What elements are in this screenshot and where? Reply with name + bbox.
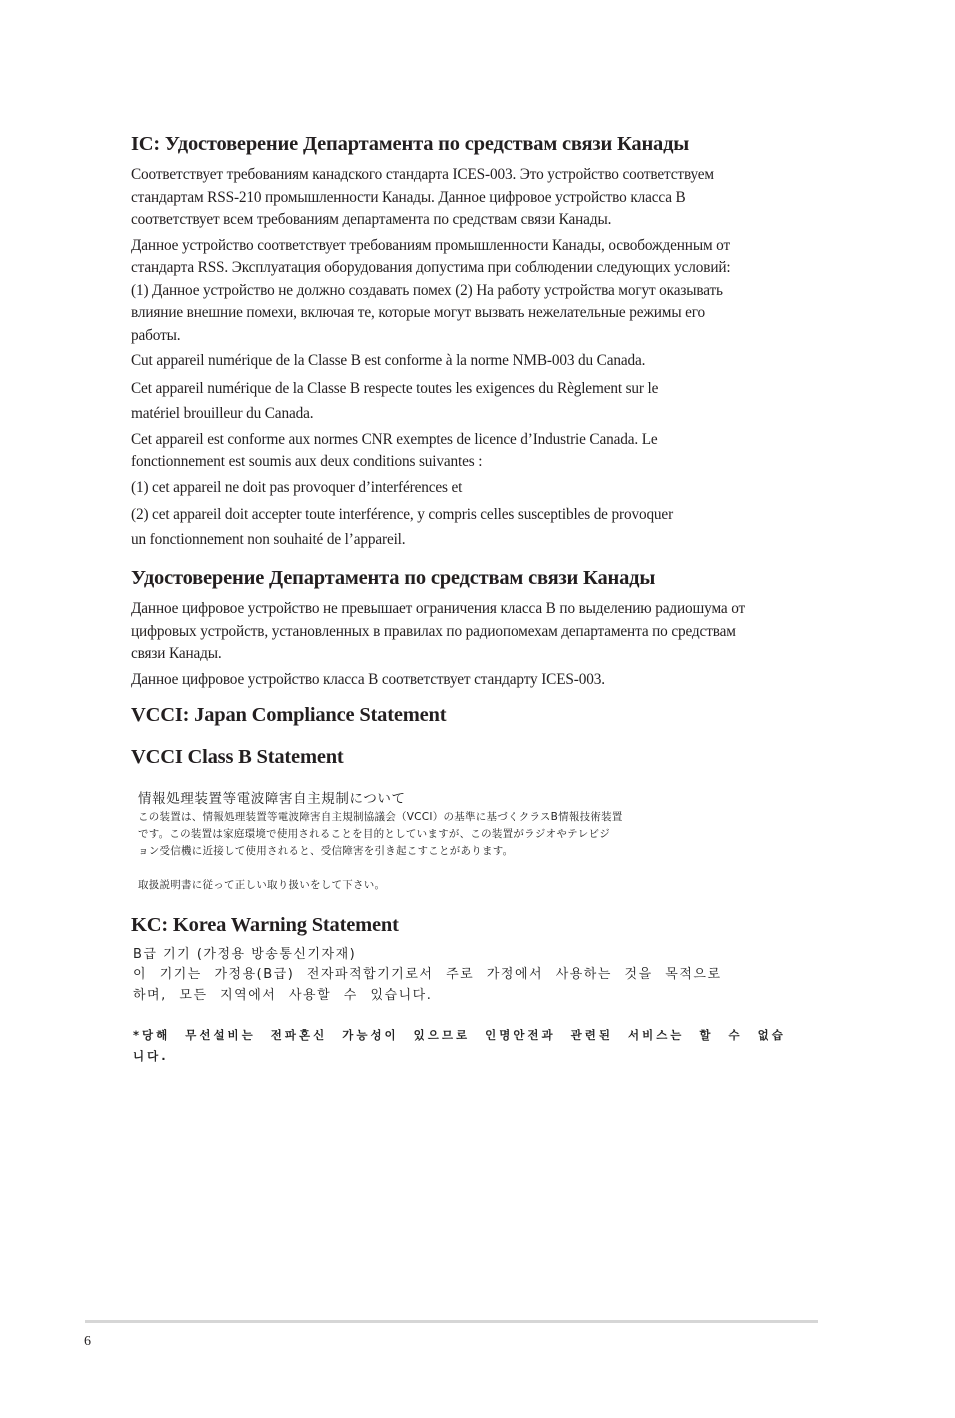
footer-divider (85, 1320, 818, 1323)
jp-statement-line: です。この装置は家庭環境で使用されることを目的としていますが、この装置がラジオやテレビジ (138, 828, 610, 840)
text-line: Cet appareil numérique de la Classe B respecte toutes les exigences du Règlement sur le (131, 379, 659, 397)
section-heading-kc: KC: Korea Warning Statement (131, 914, 399, 936)
text-line: Данное цифровое устройство не превышает ограничения класса В по выделению радиошума от (131, 600, 746, 617)
text-line: влияние внешние помехи, включая те, которые могут вызвать нежелательные режимы его (131, 304, 706, 321)
ic-paragraph-2 (131, 235, 821, 348)
ic-paragraph-4 (131, 376, 821, 426)
kr-statement-line: 이 기기는 가정용(B급) 전자파적합기기로서 주로 가정에서 사용하는 것을 목적으로 (133, 967, 722, 982)
ic-paragraph-6: (1) cet appareil ne doit pas provoquer d’interférences et (131, 478, 463, 496)
jp-statement-title: 情報処理装置等電波障害自主規制について (138, 791, 406, 807)
text-line: (2) cet appareil doit accepter toute interférence, y compris celles susceptibles de provoquer (131, 506, 674, 523)
jp-statement-line: 取扱説明書に従って正しい取り扱いをして下さい。 (138, 879, 386, 891)
ic-paragraph-3: Cut appareil numérique de la Classe B est conforme à la norme NMB-003 du Canada. (131, 352, 646, 369)
section-heading-ru: Удостоверение Департамента по средствам связи Канады (131, 567, 656, 589)
ic-paragraph-1 (131, 164, 821, 232)
text-line: Данное устройство соответствует требованиям промышленности Канады, освобожденным от (131, 236, 730, 254)
ru-paragraph-1 (131, 598, 821, 666)
page-number: 6 (84, 1334, 91, 1349)
text-line: цифровых устройств, установленных в правилах по радиопомехам департамента по средствам (131, 622, 736, 640)
text-line: связи Канады. (131, 645, 222, 662)
kr-warning-line: 니다. (133, 1049, 169, 1063)
ru-paragraph-2: Данное цифровое устройство класса В соответствует стандарту ICES-003. (131, 670, 605, 688)
section-heading-ic: IC: Удостоверение Департамента по средствам связи Канады (131, 133, 690, 155)
section-subheading-vcci-class-b: VCCI Class B Statement (131, 746, 344, 768)
kr-statement-line: B급 기기 (가정용 방송통신기자재) (133, 947, 357, 962)
jp-statement-line: ョン受信機に近接して使用されると、受信障害を引き起こすことがあります。 (138, 845, 514, 857)
text-line: fonctionnement est soumis aux deux conditions suivantes : (131, 453, 483, 470)
kr-statement-line: 하며, 모든 지역에서 사용할 수 있습니다. (133, 988, 433, 1003)
kr-warning-line: *당해 무선설비는 전파혼신 가능성이 있으므로 인명안전과 관련된 서비스는 할 수 없습 (133, 1028, 786, 1042)
text-line: работы. (131, 326, 181, 344)
text-line: (1) Данное устройство не должно создавать помех (2) На работу устройства могут оказывать (131, 281, 723, 299)
jp-statement-line: この装置は、情報処理装置等電波障害自主規制協議会（VCCI）の基準に基づくクラスB情報技術装置 (138, 811, 623, 823)
spacer (138, 860, 821, 877)
text-line: Cet appareil est conforme aux normes CNR exemptes de licence d’Industrie Canada. Le (131, 430, 658, 448)
vcci-japanese-statement (138, 789, 821, 894)
text-line: un fonctionnement non souhaité de l’appareil. (131, 531, 406, 548)
ic-paragraph-5 (131, 429, 821, 474)
text-line: стандартам RSS-210 промышленности Канады. Данное цифровое устройство класса B (131, 188, 686, 206)
page-content (131, 131, 821, 1067)
kc-korean-statement (133, 946, 821, 1067)
text-line: Соответствует требованиям канадского стандарта ICES-003. Это устройство соответствуем (131, 166, 714, 183)
text-line: стандарта RSS. Эксплуатация оборудования допустима при соблюдении следующих условий: (131, 259, 731, 276)
section-heading-vcci: VCCI: Japan Compliance Statement (131, 704, 447, 726)
ic-paragraph-7 (131, 502, 821, 552)
text-line: matériel brouilleur du Canada. (131, 404, 314, 422)
text-line: соответствует всем требованиям департамента по средствам связи Канады. (131, 211, 612, 228)
